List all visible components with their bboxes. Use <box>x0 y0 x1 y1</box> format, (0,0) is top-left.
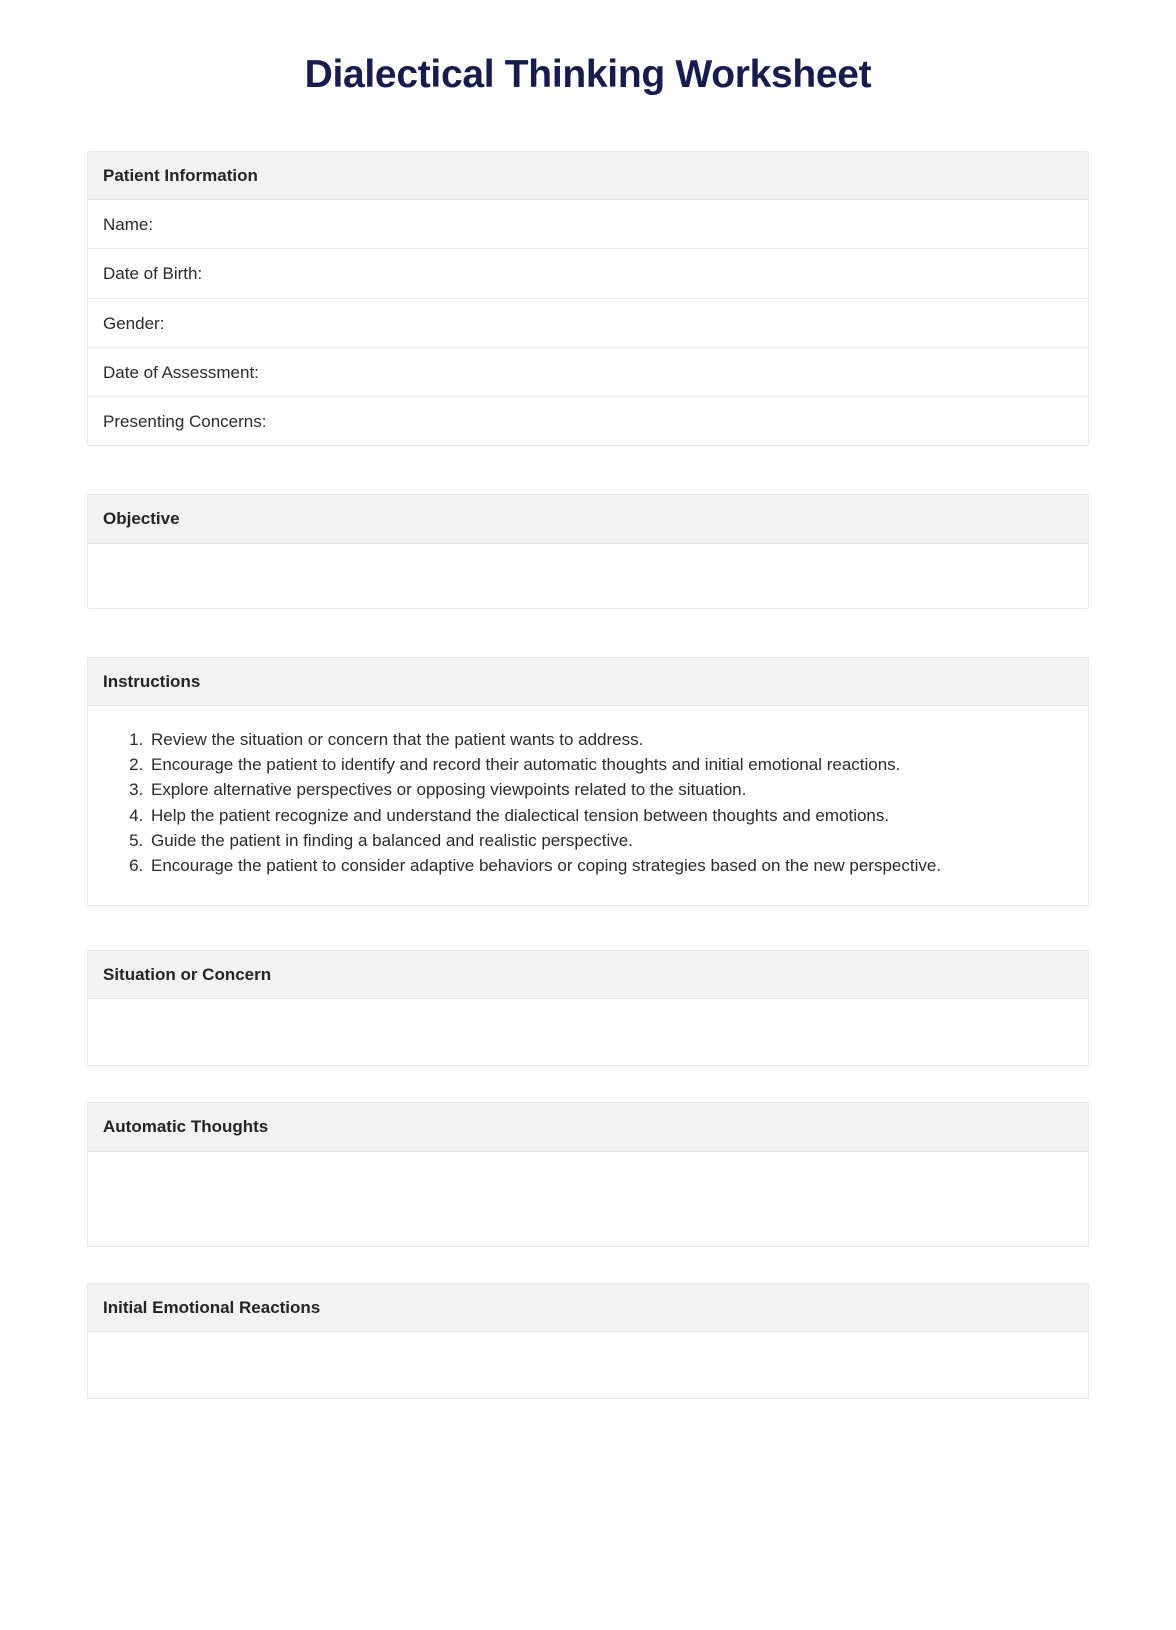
instruction-item: 6. Encourage the patient to consider adaptive behaviors or coping strategies based on the new perspective. <box>148 854 1073 878</box>
instruction-item: 3. Explore alternative perspectives or opposing viewpoints related to the situation. <box>148 778 1073 802</box>
initial-emotional-reactions-heading: Initial Emotional Reactions <box>88 1284 1088 1332</box>
objective-section <box>87 494 1089 608</box>
situation-or-concern-section <box>87 950 1089 1066</box>
page-title: Dialectical Thinking Worksheet <box>304 53 872 96</box>
initial-emotional-reactions-section <box>87 1283 1089 1399</box>
instructions-list <box>103 728 1073 878</box>
spacer <box>87 906 1089 950</box>
automatic-thoughts-input-area[interactable] <box>88 1152 1088 1246</box>
objective-heading: Objective <box>88 495 1088 543</box>
situation-or-concern-heading: Situation or Concern <box>88 951 1088 999</box>
spacer <box>87 446 1089 494</box>
instruction-item: 5. Guide the patient in finding a balanced and realistic perspective. <box>148 829 1073 853</box>
worksheet-content <box>87 99 1089 1399</box>
spacer <box>87 1066 1089 1102</box>
patient-information-section <box>87 151 1089 447</box>
spacer <box>87 1247 1089 1283</box>
patient-information-heading: Patient Information <box>88 152 1088 200</box>
patient-date-of-birth-row[interactable]: Date of Birth: <box>88 249 1088 298</box>
instruction-item: 1. Review the situation or concern that the patient wants to address. <box>148 728 1073 752</box>
spacer <box>87 609 1089 657</box>
initial-emotional-reactions-input-area[interactable] <box>88 1332 1088 1398</box>
patient-presenting-concerns-row[interactable]: Presenting Concerns: <box>88 397 1088 445</box>
automatic-thoughts-heading: Automatic Thoughts <box>88 1103 1088 1151</box>
patient-date-of-assessment-row[interactable]: Date of Assessment: <box>88 348 1088 397</box>
patient-gender-row[interactable]: Gender: <box>88 299 1088 348</box>
instructions-body <box>88 706 1088 905</box>
situation-or-concern-input-area[interactable] <box>88 999 1088 1065</box>
instruction-item: 2. Encourage the patient to identify and record their automatic thoughts and initial emotional reactions. <box>148 753 1073 777</box>
instruction-item: 4. Help the patient recognize and understand the dialectical tension between thoughts and emotions. <box>148 804 1073 828</box>
patient-name-row[interactable]: Name: <box>88 200 1088 249</box>
instructions-section <box>87 657 1089 906</box>
instructions-heading: Instructions <box>88 658 1088 706</box>
objective-input-area[interactable] <box>88 544 1088 608</box>
automatic-thoughts-section <box>87 1102 1089 1246</box>
